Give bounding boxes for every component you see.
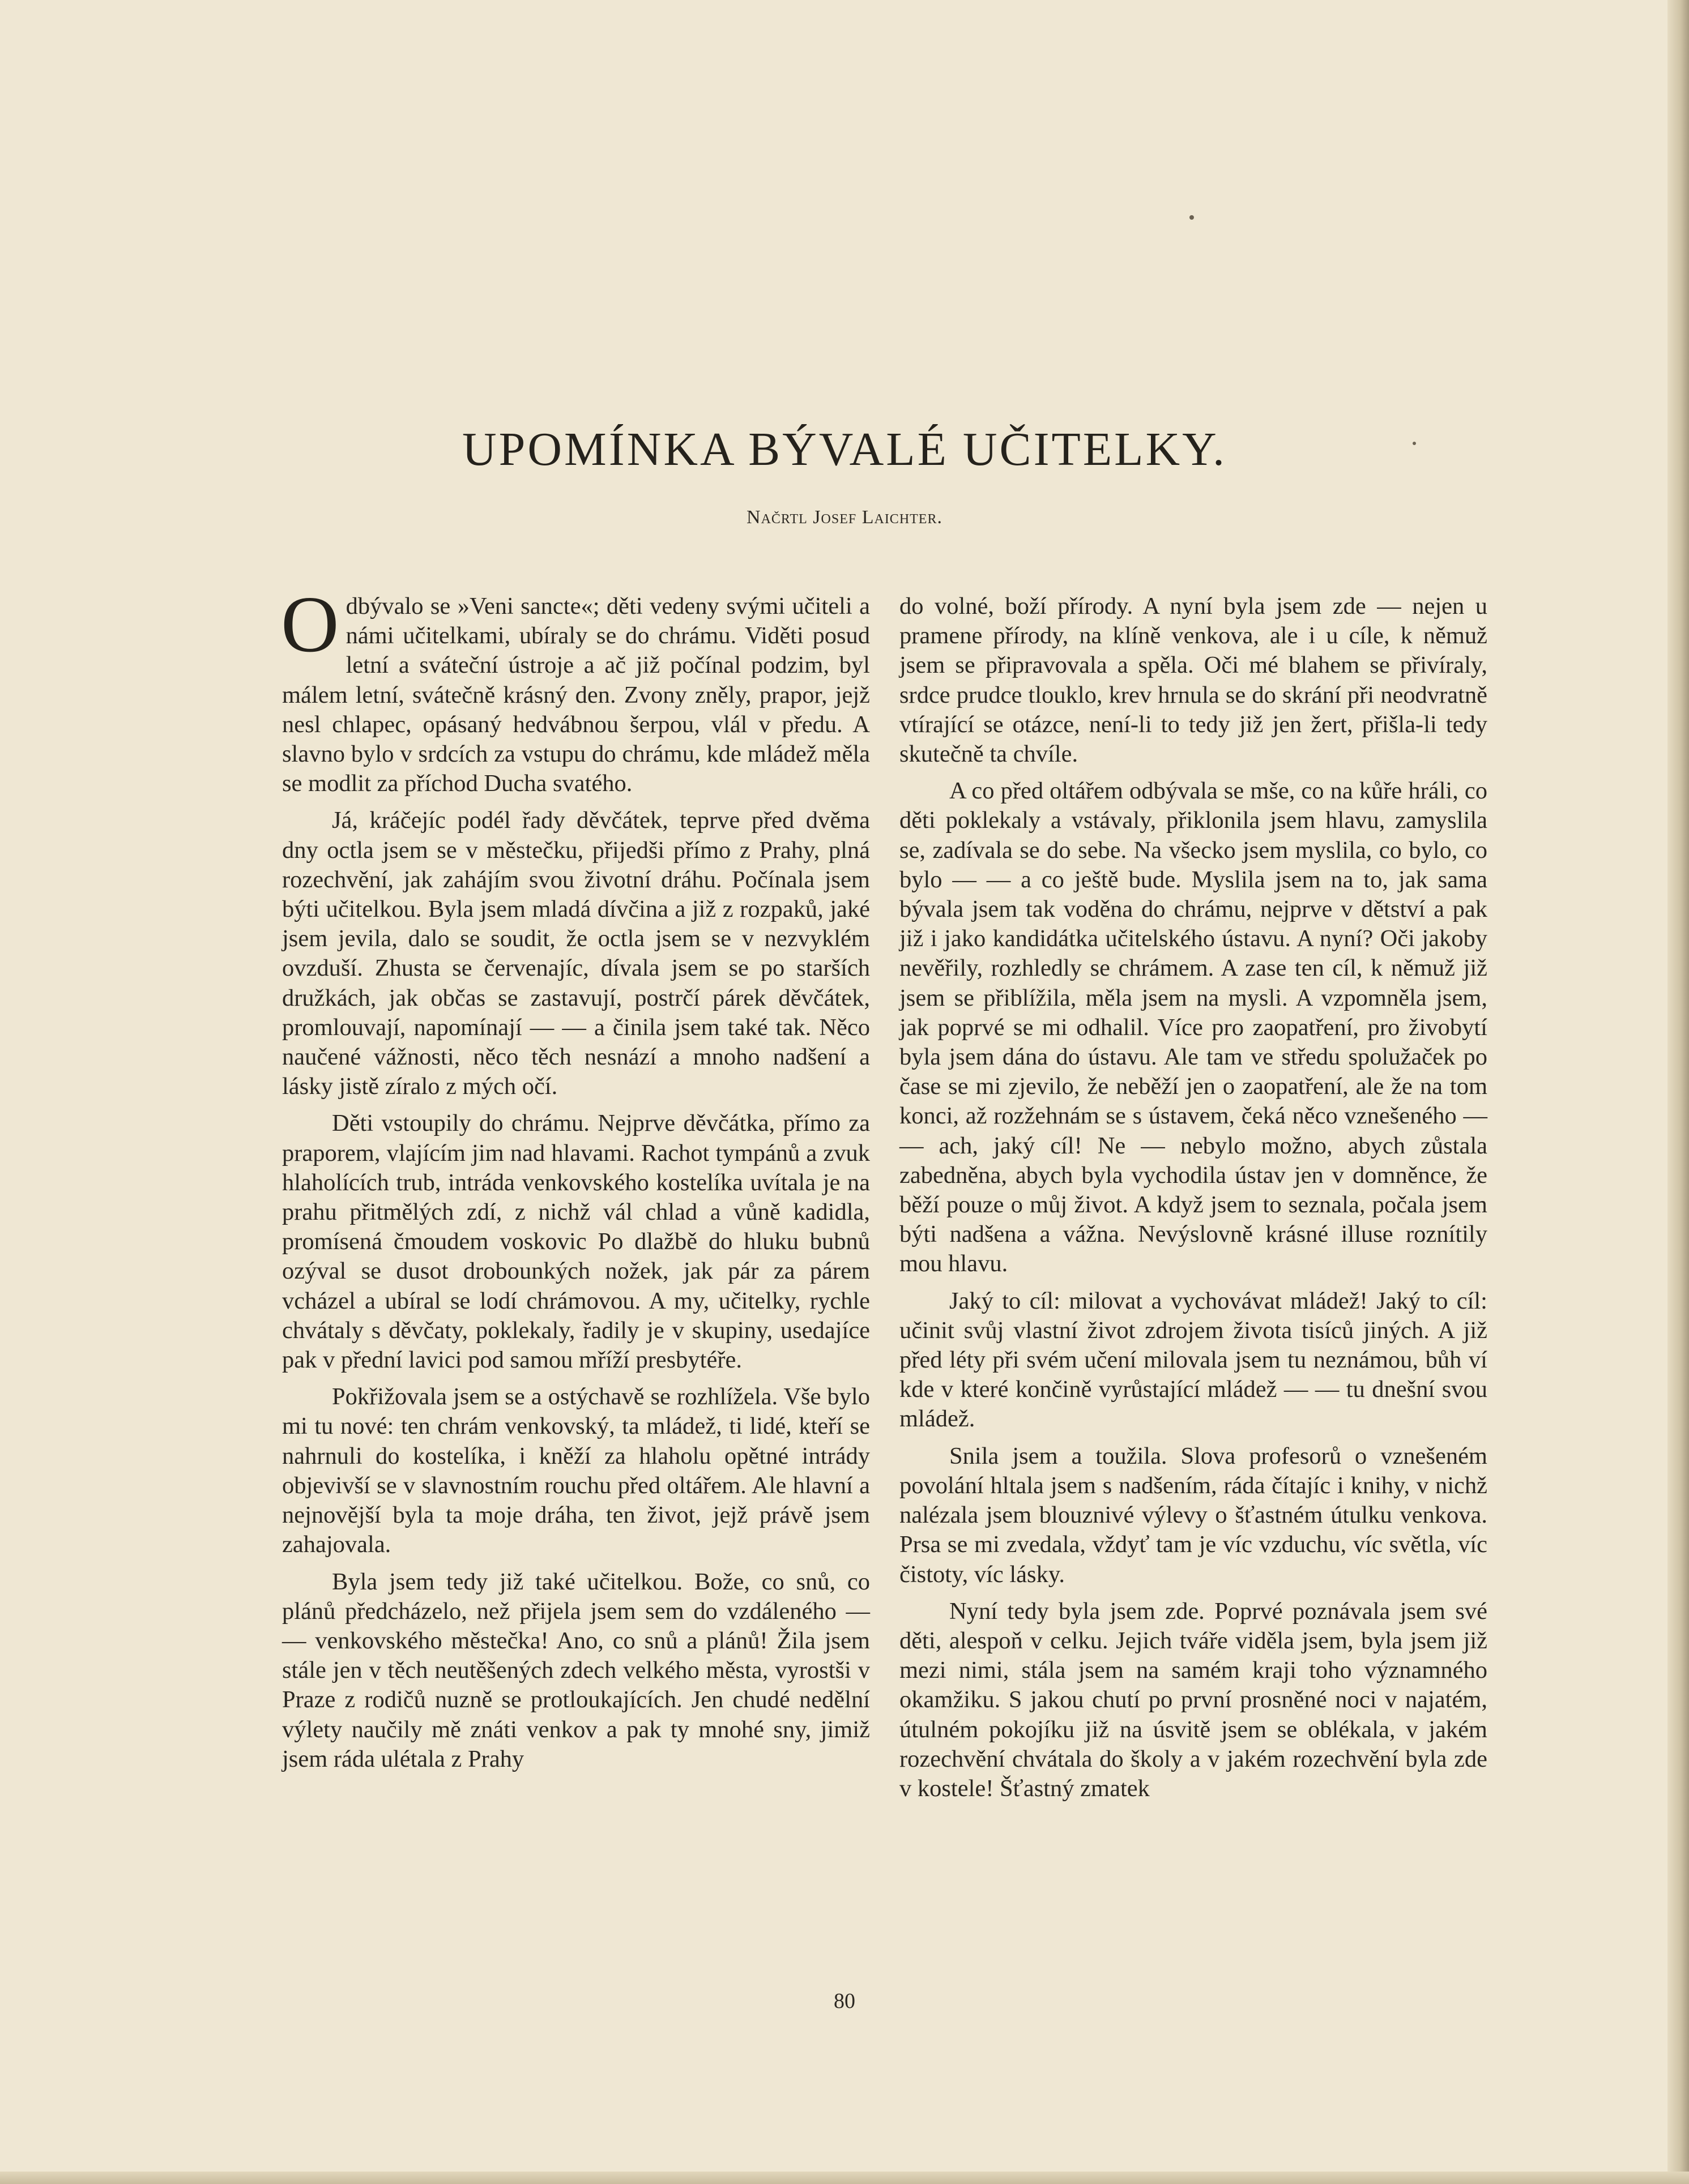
left-column <box>281 579 870 1781</box>
page-edge-bottom <box>0 2172 1689 2184</box>
right-column <box>899 592 1487 1811</box>
paragraph-5: Byla jsem tedy již také učitelkou. Bože, co snů, co plánů předcházelo, než přijela jsem sem do vzdáleného — — venkovského městečka! Ano, co snů a plánů! Žila jsem stále jen v těch neutěšených zdech velkého města, vyrostši v Praze z rodičů nuzně se protloukajících. Jen chudé nedělní výlety naučily mě znáti venkov a pak ty mnohé sny, jimiž jsem ráda ulétala z Prahy <box>282 1568 870 1772</box>
paper-speck <box>1189 215 1194 220</box>
paragraph-9: Nyní tedy byla jsem zde. Poprvé poznávala jsem své děti, alespoň v celku. Jejich tváře viděla jsem, byla jsem již mezi nimi, stála jsem na samém kraji toho významného okamžiku. S jakou chutí po první prosněné noci v najatém, útulném pokojíku již na úsvitě jsem se oblékala, v jakém rozechvění chvátala do školy a v jakém rozechvění byla zde v kostele! Šťastný zmatek <box>899 1597 1487 1802</box>
paragraph-2: Já, kráčejíc podél řady děvčátek, teprve před dvěma dny octla jsem se v městečku, přijedši přímo z Prahy, plná rozechvění, jak zahájím svou životní dráhu. Počínala jsem býti učitelkou. Byla jsem mladá dívčina a již z rozpaků, jaké jsem jevila, dalo se soudit, že octla jsem se v nezvyklém ovzduší. Zhusta se červenajíc, dívala jsem se po starších družkách, jak občas se zastavují, postrčí párek děvčátek, promlouvají, napomínají — — a činila jsem také tak. Něco naučené vážnosti, něco těch nesnází a mnoho nadšení a lásky jistě zíralo z mých očí. <box>282 807 870 1100</box>
drop-cap: O <box>281 579 339 669</box>
paragraph-7: Jaký to cíl: milovat a vychovávat mládež! Jaký to cíl: učinit svůj vlastní život zdrojem života tisíců jiných. A již před léty při svém učení milovala jsem tu neznámou, bůh ví kde v které končině vyrůstající mládež — — tu dnešní svou mládež. <box>899 1287 1487 1433</box>
paragraph-1 <box>281 579 870 798</box>
paragraph-3: Děti vstoupily do chrámu. Nejprve děvčátka, přímo za praporem, vlajícím jim nad hlavami. Rachot tympánů a zvuk hlaholících trub, intráda venkovského kostelíka uvítala je na prahu přitmělých zdí, z nichž vál chlad a vůně kadidla, promísená čmoudem voskovic Po dlažbě do hluku bubnů ozýval se dusot drobounkých nožek, jak pár za párem vcházel a ubíral se lodí chrámovou. A my, učitelky, rychle chvátaly s děvčaty, poklekaly, řadily je v skupiny, usedajíce pak v přední lavici pod samou mříží presbytéře. <box>282 1110 870 1374</box>
paragraph-8: Snila jsem a toužila. Slova profesorů o vznešeném povolání hltala jsem s nadšením, ráda čítajíc i knihy, v nichž nalézala jsem blouznivé výlevy o šťastném útulku venkova. Prsa se mi zvedala, vždyť tam je víc vzduchu, víc světla, víc čistoty, víc lásky. <box>899 1442 1487 1588</box>
paragraph-1-text: dbývalo se »Veni sancte«; děti vedeny svými učiteli a námi učitelkami, ubíraly se do chrámu. Viděti posud letní a sváteční ústroje a ač již počínal podzim, byl málem letní, svátečně krásný den. Zvony zněly, prapor, jejž nesl chlapec, opásaný hedvábnou šerpou, vlál v předu. A slavno bylo v srdcích za vstupu do chrámu, kde mládež měla se modlit za příchod Ducha svatého. <box>282 593 870 797</box>
paragraph-5-continued: do volné, boží přírody. A nyní byla jsem zde — nejen u pramene přírody, na klíně venkova, ale i u cíle, k němuž jsem se připravovala a spěla. Oči mé blahem se přivíraly, srdce prudce tlouklo, krev hrnula se do skrání při neodvratně vtírající se otázce, není-li to tedy již jen žert, přišla-li tedy skutečně ta chvíle. <box>899 593 1487 768</box>
article-byline: Načrtl Josef Laichter. <box>747 507 942 528</box>
page-edge-right <box>1667 0 1689 2184</box>
paragraph-4: Pokřižovala jsem se a ostýchavě se rozhlížela. Vše bylo mi tu nové: ten chrám venkovský, ta mládež, ti lidé, kteří se nahrnuli do kostelíka, i kněží za hlaholu opětné intrády objevivší se v slavnostním rouchu před oltářem. Ale hlavní a nejnovější byla ta moje dráha, ten život, jejž právě jsem zahajovala. <box>282 1383 870 1558</box>
paragraph-6: A co před oltářem odbývala se mše, co na kůře hráli, co děti poklekaly a vstávaly, přiklonila jsem hlavu, zamyslila se, zadívala se do sebe. Na všecko jsem myslila, co bylo, co bylo — — a co ještě bude. Myslila jsem na to, jak sama bývala jsem tak voděna do chrámu, nejprve v dětství a pak již i jako kandidátka učitelského ústavu. A nyní? Oči jakoby nevěřily, rozhledly se chrámem. A zase ten cíl, k němuž již jsem se přiblížila, měla jsem na mysli. A vzpomněla jsem, jak poprvé se mi odhalil. Více pro zaopatření, pro živobytí byla jsem dána do ústavu. Ale tam ve středu spolužaček po čase se mi zjevilo, že neběží jen o zaopatření, ale že na tom konci, až rozžehnám se s ústavem, čeká něco vznešeného — — ach, jaký cíl! Ne — nebylo možno, abych zůstala zabedněna, abych byla vychodila ústav jen v domněnce, že běží pouze o můj život. A když jsem to seznala, počala jsem býti nadšena a vážna. Nevýslovně krásné illuse roznítily mou hlavu. <box>899 777 1487 1277</box>
article-title: UPOMÍNKA BÝVALÉ UČITELKY. <box>462 423 1227 476</box>
page-number: 80 <box>834 1989 855 2013</box>
